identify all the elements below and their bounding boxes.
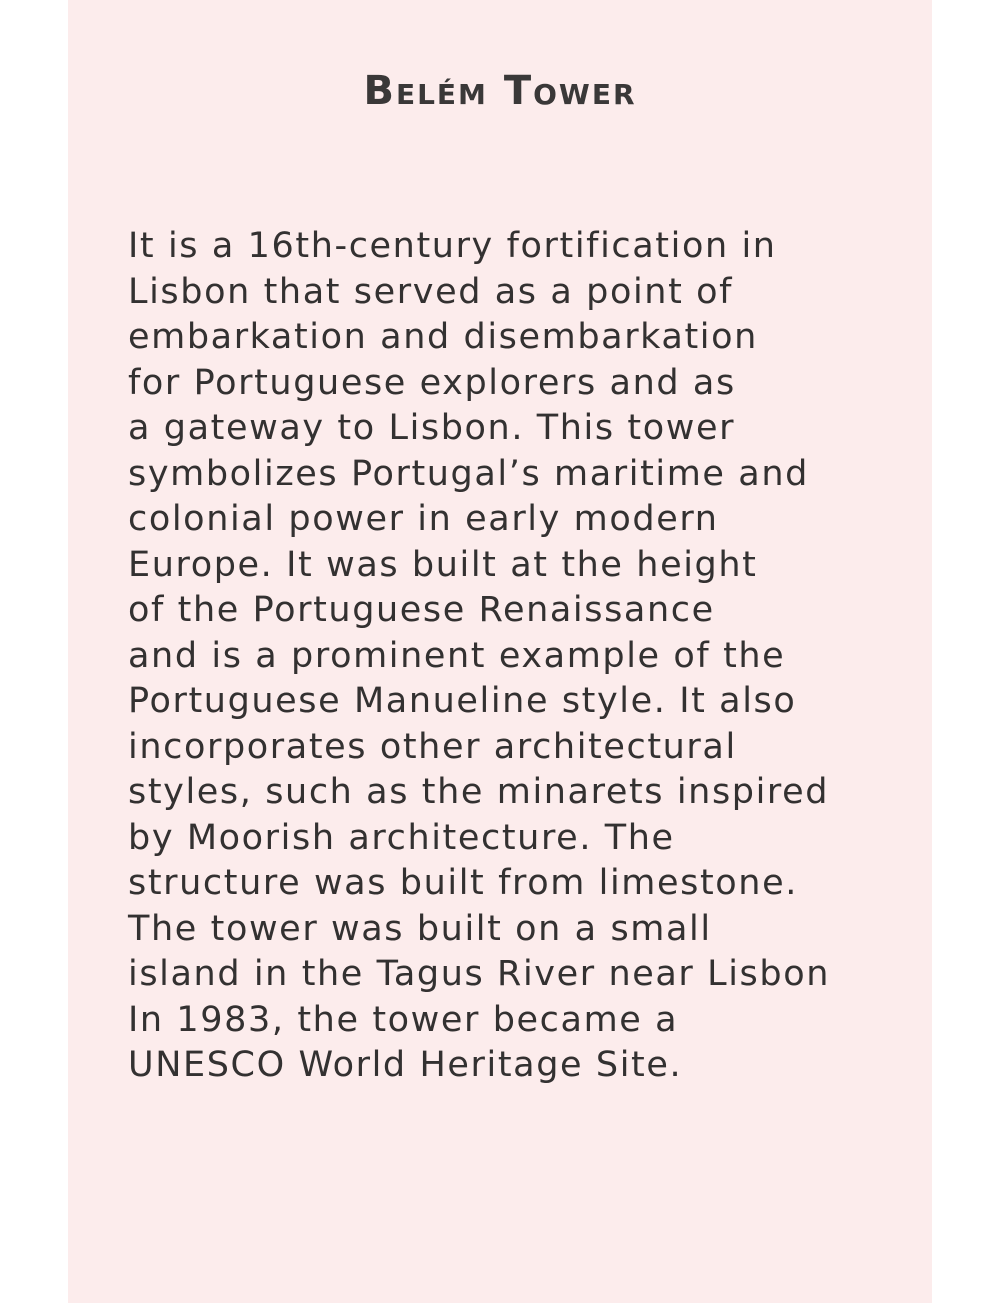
text-line: incorporates other architectural bbox=[128, 726, 737, 767]
text-line: styles, such as the minarets inspired bbox=[128, 772, 830, 812]
text-line: for Portuguese explorers and as bbox=[128, 362, 736, 403]
text-line: The tower was built on a small bbox=[128, 908, 712, 949]
text-line: island in the Tagus River near Lisbon bbox=[128, 954, 830, 994]
text-line: a gateway to Lisbon. This tower bbox=[128, 408, 736, 448]
info-card bbox=[68, 0, 932, 1303]
text-line: Portuguese Manueline style. It also bbox=[128, 681, 797, 721]
text-line: symbolizes Portugal’s maritime and bbox=[128, 453, 809, 494]
text-line: by Moorish architecture. The bbox=[128, 817, 675, 858]
text-line: Lisbon that served as a point of bbox=[128, 271, 734, 312]
text-line: embarkation and disembarkation bbox=[128, 317, 758, 357]
text-line: UNESCO World Heritage Site. bbox=[128, 1045, 683, 1085]
text-line: and is a prominent example of the bbox=[128, 635, 786, 676]
text-line: Europe. It was built at the height bbox=[128, 544, 758, 585]
text-line: In 1983, the tower became a bbox=[128, 999, 679, 1040]
text-line: It is a 16th-century fortification in bbox=[128, 226, 777, 266]
text-line: structure was built from limestone. bbox=[128, 863, 798, 903]
text-line: of the Portuguese Renaissance bbox=[128, 590, 715, 630]
page-title: Belém Tower bbox=[363, 68, 637, 114]
description-paragraph bbox=[128, 224, 888, 1089]
text-line: colonial power in early modern bbox=[128, 499, 719, 539]
